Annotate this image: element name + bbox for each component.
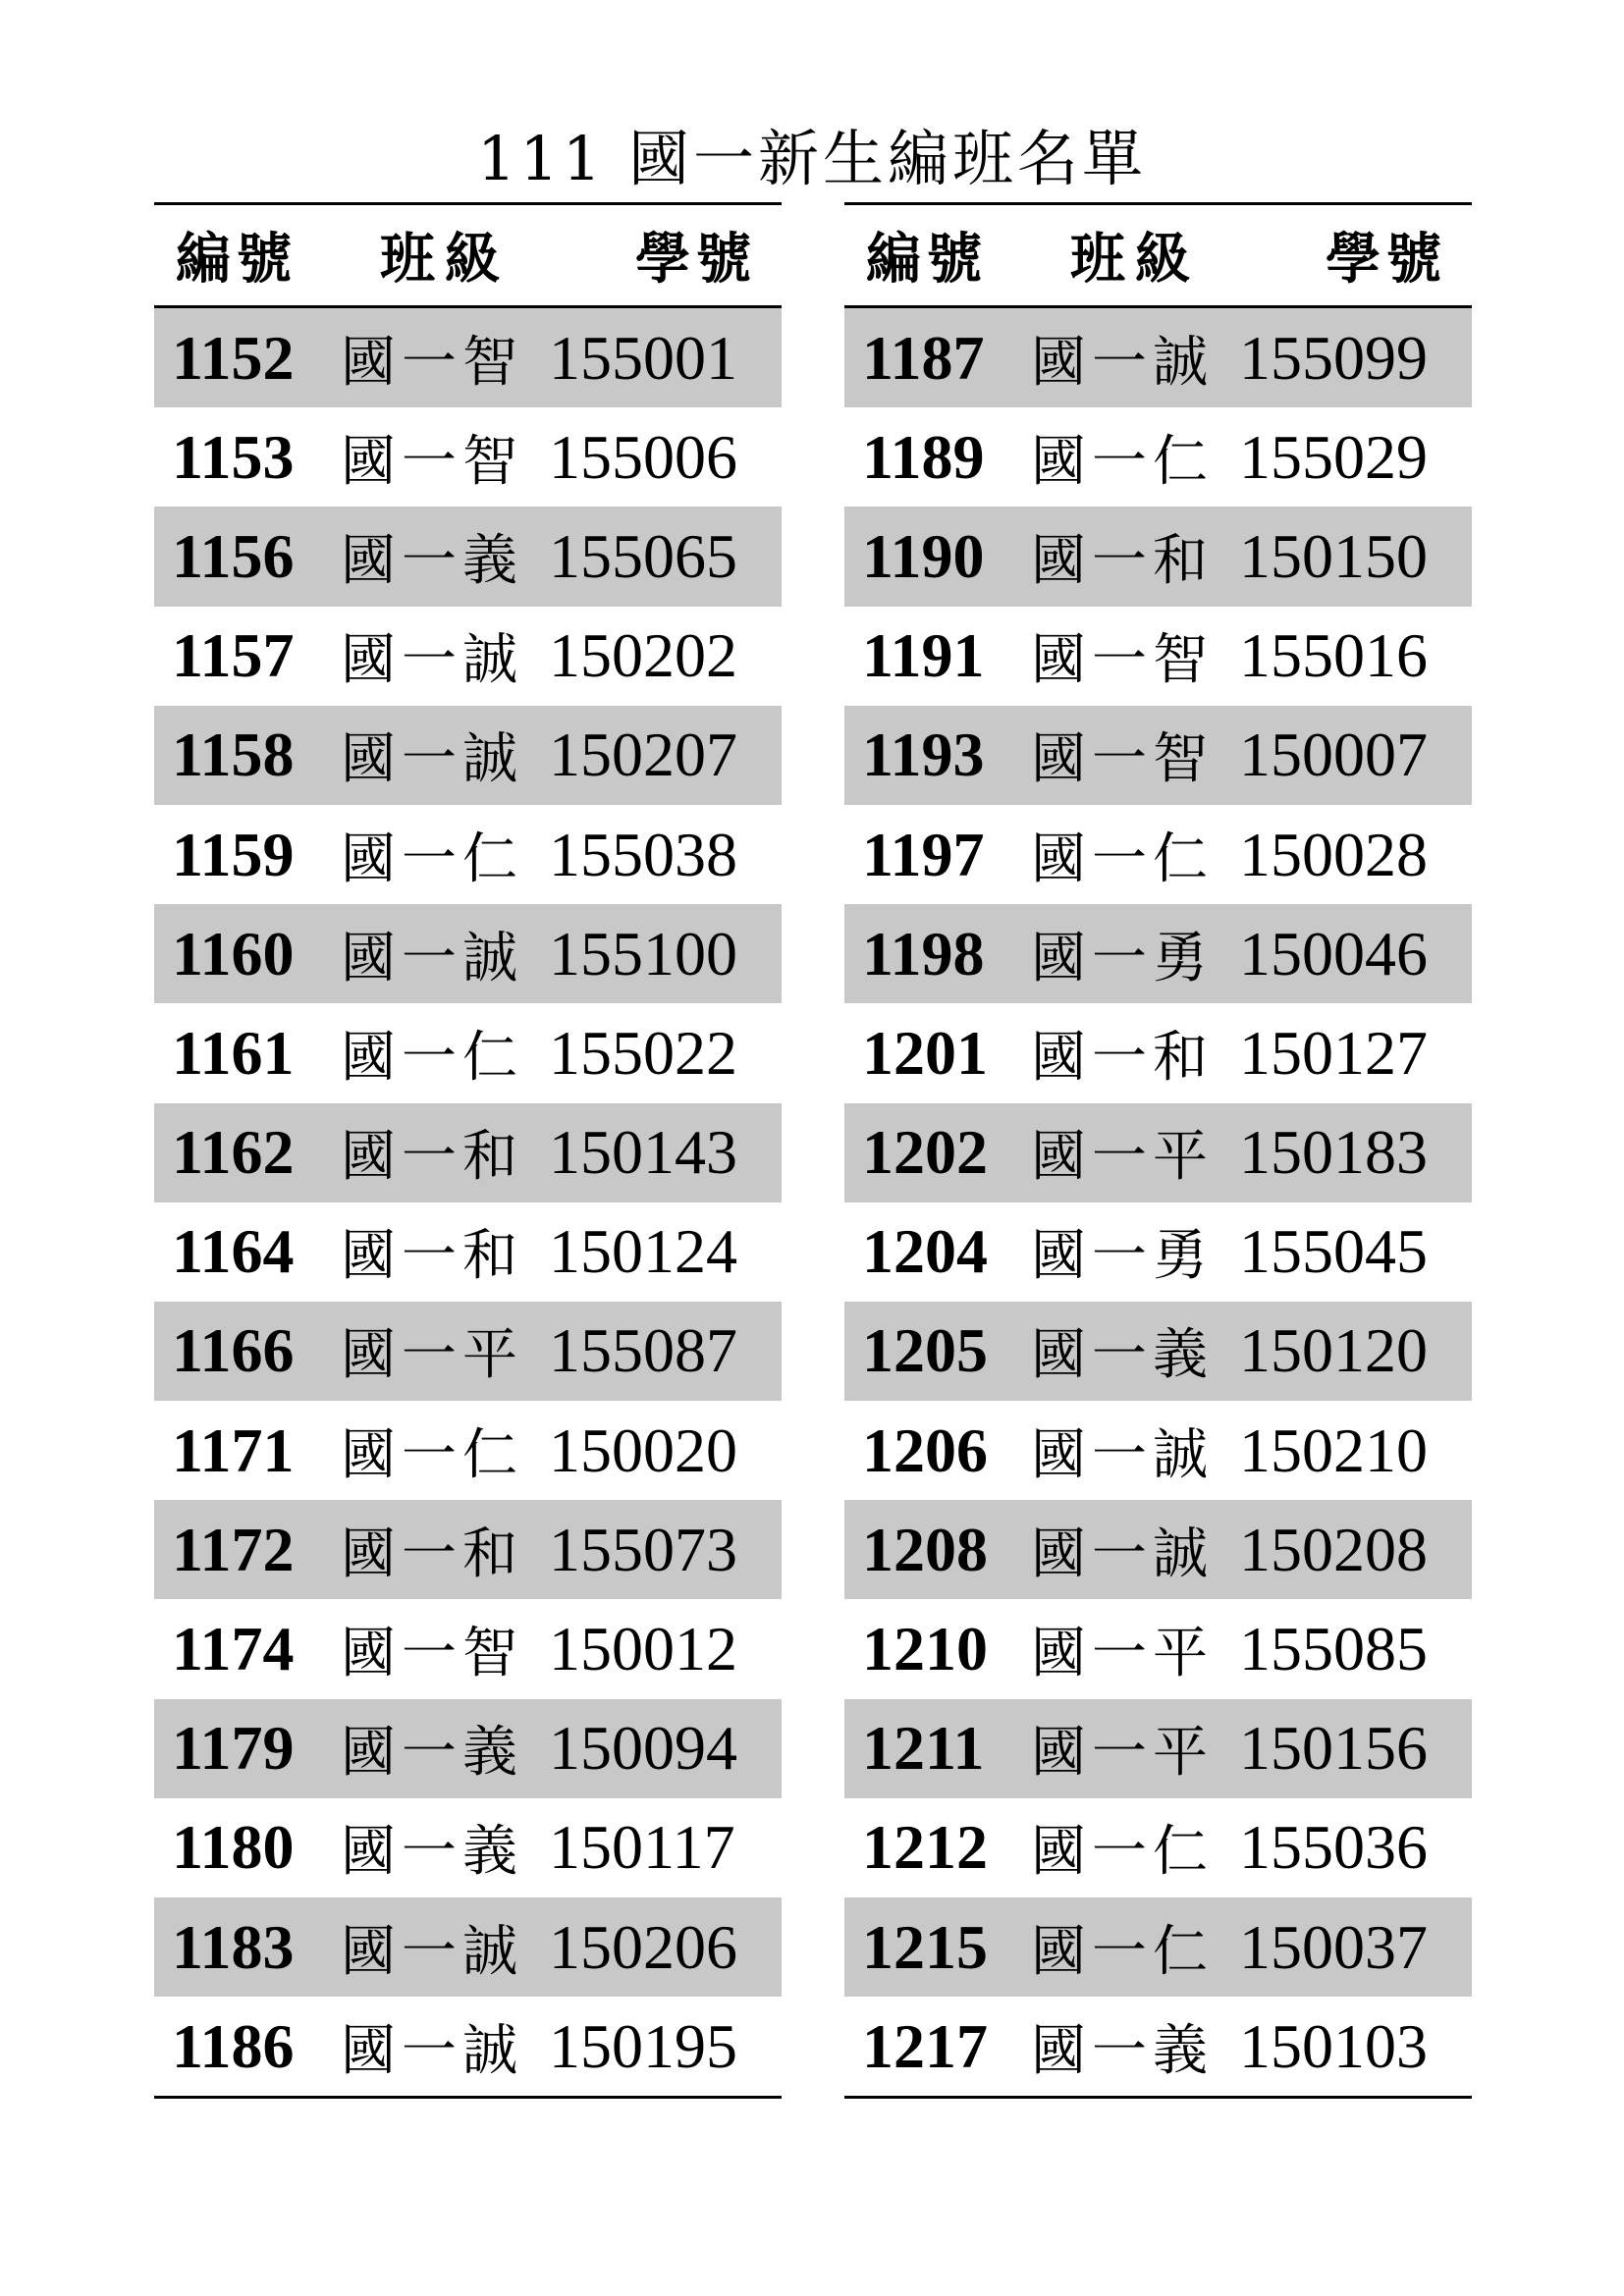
cell-student-no: 150202 [549,620,737,691]
table-row [154,1798,782,1897]
cell-student-no: 150046 [1239,918,1428,988]
cell-id: 1198 [862,918,985,988]
cell-student-no: 155087 [549,1315,737,1386]
cell-class: 國一仁 [341,1422,523,1487]
cell-id: 1202 [862,1117,988,1188]
cell-id: 1171 [172,1415,295,1485]
cell-student-no: 155085 [1239,1614,1428,1684]
cell-class: 國一仁 [341,1025,523,1090]
cell-id: 1152 [172,322,295,393]
cell-class: 國一義 [341,1721,523,1786]
cell-student-no: 150183 [1239,1117,1428,1188]
table-row [844,407,1472,507]
cell-class: 國一誠 [1031,1422,1214,1487]
cell-student-no: 150094 [549,1713,737,1784]
cell-student-no: 155100 [549,918,737,988]
cell-class: 國一和 [1031,528,1214,593]
cell-id: 1164 [172,1216,295,1287]
table-row [154,1202,782,1302]
cell-class: 國一平 [1031,1721,1214,1786]
cell-student-no: 150127 [1239,1017,1428,1088]
table-row [154,308,782,407]
cell-student-no: 150028 [1239,819,1428,889]
table-row [844,1302,1472,1401]
cell-student-no: 155045 [1239,1216,1428,1287]
cell-id: 1215 [862,1911,988,1982]
cell-class: 國一和 [341,1125,523,1190]
cell-class: 國一智 [1031,727,1214,792]
cell-student-no: 150143 [549,1117,737,1188]
cell-student-no: 155036 [1239,1812,1428,1883]
cell-student-no: 150103 [1239,2010,1428,2081]
header-student-no: 學號 [1326,228,1447,292]
cell-id: 1189 [862,421,985,492]
cell-id: 1187 [862,322,985,393]
cell-class: 國一誠 [341,727,523,792]
table-row [154,1401,782,1500]
cell-id: 1191 [862,620,985,691]
cell-id: 1172 [172,1514,295,1584]
table-row [154,507,782,606]
cell-student-no: 150020 [549,1415,737,1485]
table-row [844,1500,1472,1599]
cell-class: 國一誠 [341,1919,523,1984]
table-row [844,308,1472,407]
cell-class: 國一和 [341,1224,523,1289]
table-row [844,507,1472,606]
cell-id: 1158 [172,720,295,790]
table-row [844,1202,1472,1302]
cell-id: 1212 [862,1812,988,1883]
table-header [154,205,782,305]
cell-student-no: 150210 [1239,1415,1428,1485]
cell-class: 國一勇 [1031,926,1214,990]
cell-id: 1204 [862,1216,988,1287]
header-id: 編號 [176,228,298,292]
table-row [844,904,1472,1003]
cell-class: 國一仁 [1031,827,1214,891]
cell-student-no: 155038 [549,819,737,889]
cell-id: 1159 [172,819,295,889]
cell-class: 國一平 [341,1323,523,1388]
cell-student-no: 155001 [549,322,737,393]
page-title: 111 國一新生編班名單 [476,123,1148,194]
cell-student-no: 155065 [549,520,737,591]
table-row [154,1003,782,1102]
cell-id: 1180 [172,1812,295,1883]
cell-id: 1162 [172,1117,295,1188]
cell-id: 1153 [172,421,295,492]
header-class: 班級 [1070,228,1200,292]
cell-student-no: 155022 [549,1017,737,1088]
cell-id: 1217 [862,2010,988,2081]
cell-class: 國一勇 [1031,1224,1214,1289]
roster-table-left [154,202,782,2099]
cell-id: 1190 [862,520,985,591]
cell-student-no: 150124 [549,1216,737,1287]
cell-class: 國一義 [1031,1323,1214,1388]
table-row [844,607,1472,706]
cell-student-no: 150206 [549,1911,737,1982]
cell-class: 國一誠 [341,628,523,693]
cell-class: 國一誠 [341,926,523,990]
table-row [844,1699,1472,1798]
table-row [154,1997,782,2096]
cell-class: 國一誠 [1031,1522,1214,1586]
cell-id: 1186 [172,2010,295,2081]
cell-id: 1206 [862,1415,988,1485]
table-row [154,607,782,706]
cell-class: 國一義 [1031,2018,1214,2083]
table-row [844,1798,1472,1897]
cell-id: 1211 [862,1713,985,1784]
table-row [844,1003,1472,1102]
cell-id: 1166 [172,1315,295,1386]
cell-class: 國一智 [1031,628,1214,693]
table-row [154,805,782,904]
cell-class: 國一智 [341,429,523,494]
table-row [154,1699,782,1798]
table-row [844,1103,1472,1202]
header-class: 班級 [380,228,510,292]
cell-id: 1197 [862,819,985,889]
table-row [844,706,1472,805]
table-row [154,706,782,805]
cell-id: 1208 [862,1514,988,1584]
table-row [844,805,1472,904]
cell-student-no: 150150 [1239,520,1428,591]
cell-id: 1201 [862,1017,988,1088]
cell-student-no: 150207 [549,720,737,790]
table-row [844,1997,1472,2096]
table-row [154,1599,782,1698]
cell-student-no: 150195 [549,2010,737,2081]
cell-class: 國一和 [1031,1025,1214,1090]
header-id: 編號 [866,228,988,292]
cell-student-no: 150208 [1239,1514,1428,1584]
cell-class: 國一仁 [1031,1919,1214,1984]
table-body [844,308,1472,2096]
table-header [844,205,1472,305]
cell-student-no: 155029 [1239,421,1428,492]
cell-id: 1157 [172,620,295,691]
cell-id: 1205 [862,1315,988,1386]
table-row [154,904,782,1003]
header-student-no: 學號 [635,228,757,292]
table-row [844,1401,1472,1500]
cell-id: 1210 [862,1614,988,1684]
cell-class: 國一誠 [341,2018,523,2083]
table-body [154,308,782,2096]
cell-student-no: 150117 [549,1812,735,1883]
cell-class: 國一平 [1031,1125,1214,1190]
table-row [154,1500,782,1599]
cell-student-no: 150037 [1239,1911,1428,1982]
cell-class: 國一智 [341,1622,523,1686]
cell-student-no: 155073 [549,1514,737,1584]
cell-class: 國一仁 [1031,1820,1214,1885]
cell-id: 1160 [172,918,295,988]
cell-student-no: 150120 [1239,1315,1428,1386]
cell-id: 1156 [172,520,295,591]
cell-id: 1161 [172,1017,295,1088]
cell-class: 國一仁 [1031,429,1214,494]
cell-class: 國一智 [341,330,523,395]
cell-student-no: 150007 [1239,720,1428,790]
cell-id: 1179 [172,1713,295,1784]
table-row [154,1302,782,1401]
cell-class: 國一和 [341,1522,523,1586]
table-row [154,407,782,507]
bottom-rule [154,2096,782,2099]
cell-student-no: 155016 [1239,620,1428,691]
table-row [844,1897,1472,1997]
bottom-rule [844,2096,1472,2099]
roster-table-right [844,202,1472,2099]
cell-student-no: 155099 [1239,322,1428,393]
cell-id: 1193 [862,720,985,790]
cell-student-no: 155006 [549,421,737,492]
cell-class: 國一誠 [1031,330,1214,395]
cell-id: 1174 [172,1614,295,1684]
table-row [844,1599,1472,1698]
cell-student-no: 150012 [549,1614,737,1684]
cell-class: 國一義 [341,1820,523,1885]
cell-id: 1183 [172,1911,295,1982]
table-row [154,1897,782,1997]
cell-class: 國一義 [341,528,523,593]
cell-class: 國一平 [1031,1622,1214,1686]
table-row [154,1103,782,1202]
cell-class: 國一仁 [341,827,523,891]
cell-student-no: 150156 [1239,1713,1428,1784]
